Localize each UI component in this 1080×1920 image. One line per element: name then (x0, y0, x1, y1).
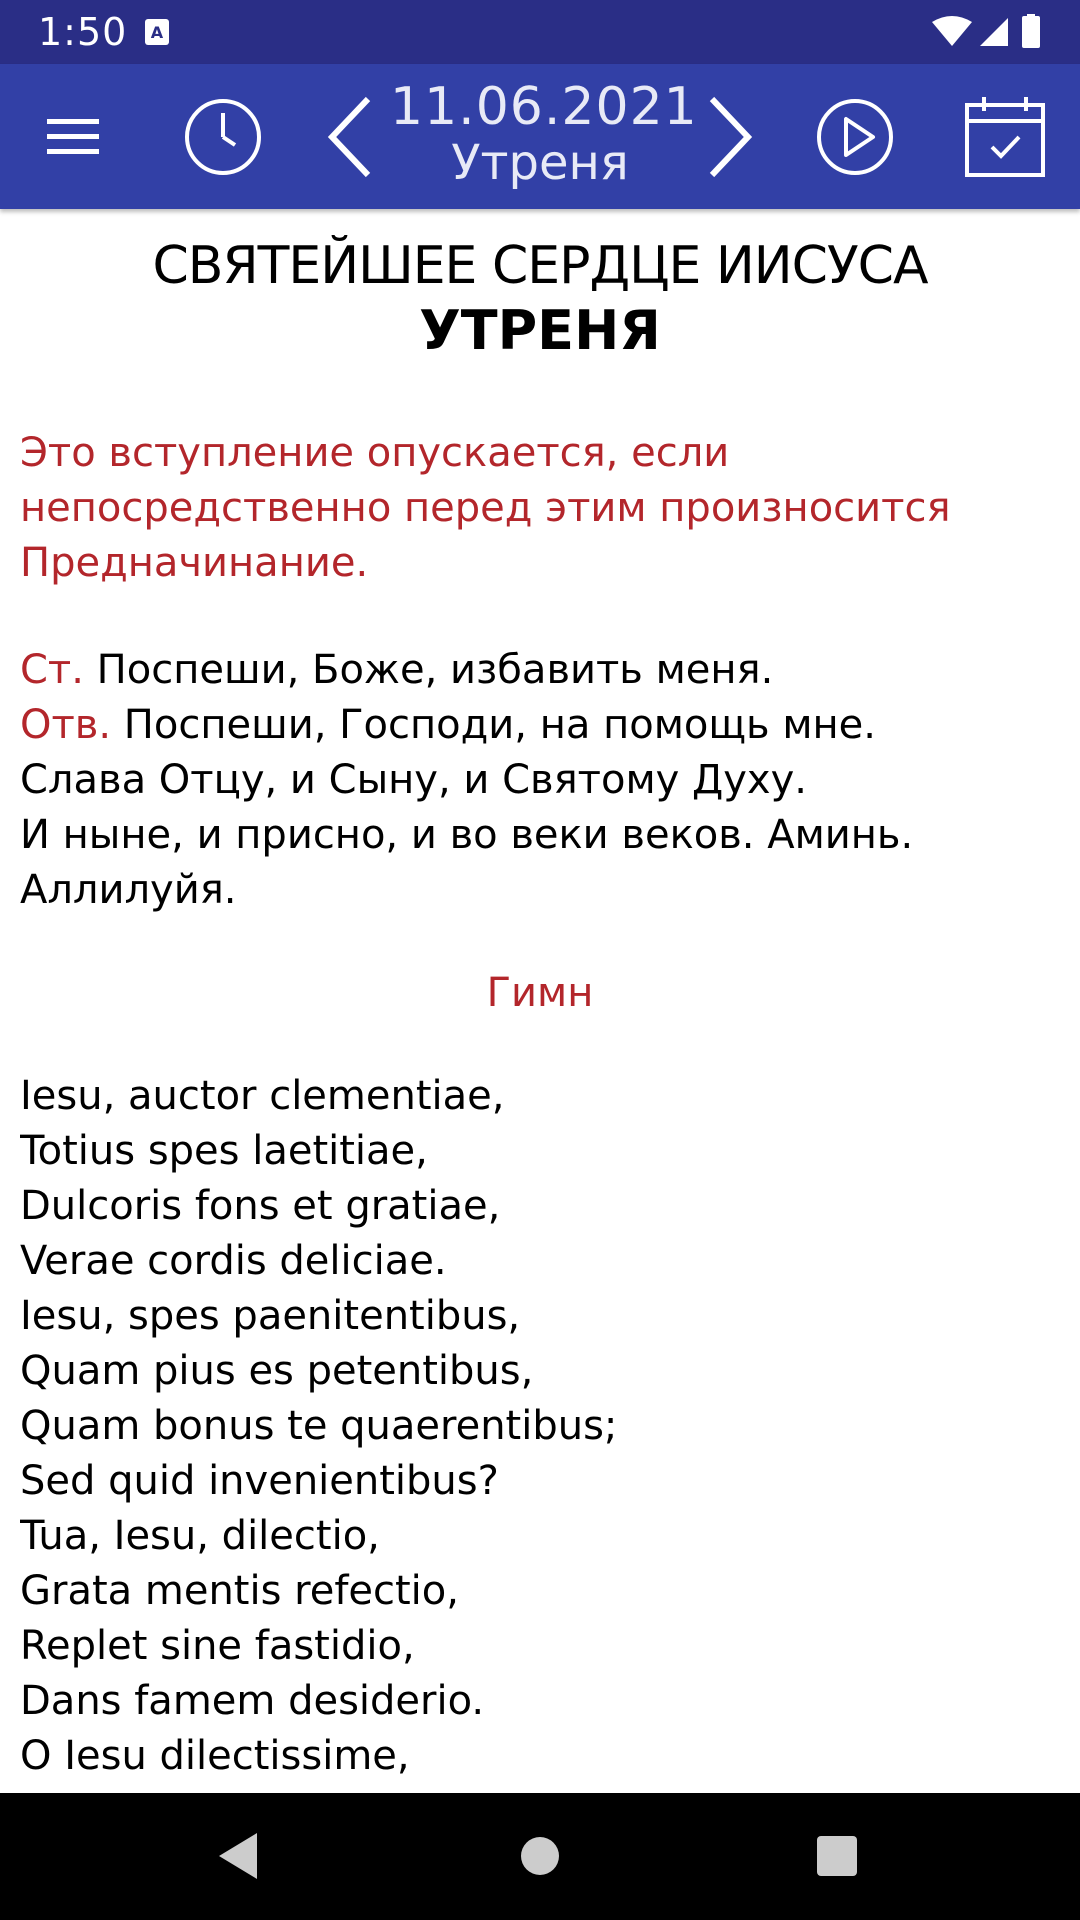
status-bar (0, 0, 1080, 64)
hymn-line: Iesu, auctor clementiae, (20, 1073, 505, 1119)
doxology-line: Слава Отцу, и Сыну, и Святому Духу. (20, 757, 807, 803)
home-icon[interactable] (507, 1823, 573, 1889)
hymn-line: Tua, Iesu, dilectio, (20, 1513, 380, 1559)
hymn-line: Dans famem desiderio. (20, 1678, 485, 1724)
hymn-line: Sed quid invenientibus? (20, 1458, 499, 1504)
doxology-line: И ныне, и присно, и во веки веков. Аминь. (20, 812, 914, 858)
hymn-text (20, 1069, 1060, 1784)
toolbar (0, 64, 1080, 209)
hymn-line: Quam bonus te quaerentibus; (20, 1403, 618, 1449)
status-time: 1:50 (38, 10, 128, 54)
response-text: Поспеши, Господи, на помощь мне. (123, 702, 876, 748)
battery-icon (1022, 16, 1040, 48)
menu-icon (47, 117, 99, 157)
office-title: УТРЕНЯ (419, 299, 661, 362)
date-selector[interactable] (390, 77, 698, 191)
chevron-left-icon (326, 95, 374, 179)
versicle-text: Поспеши, Боже, избавить меня. (96, 647, 774, 693)
play-icon (815, 97, 895, 177)
system-nav-bar (0, 1793, 1080, 1920)
hymn-line: Totius spes laetitiae, (20, 1128, 428, 1174)
notification-a-icon (144, 18, 170, 46)
versicle (20, 643, 1060, 698)
versicle-label: Ст. (20, 647, 84, 693)
current-date: 11.06.2021 (390, 77, 698, 137)
hymn-line: O Iesu dilectissime, (20, 1733, 410, 1779)
office-text[interactable] (20, 212, 1060, 1792)
introductory-verses (20, 643, 1060, 918)
calendar-button[interactable] (960, 64, 1050, 209)
calendar-check-icon (964, 95, 1046, 179)
feast-title: СВЯТЕЙШЕЕ СЕРДЦЕ ИИСУСА (152, 236, 928, 296)
chevron-right-icon (706, 95, 754, 179)
recents-icon[interactable] (804, 1823, 870, 1889)
clock-icon (183, 97, 263, 177)
wifi-icon (932, 16, 972, 46)
next-day-button[interactable] (690, 64, 770, 209)
menu-button[interactable] (30, 64, 116, 209)
current-office: Утреня (451, 135, 629, 191)
alleluia: Аллилуйя. (20, 867, 237, 913)
hours-button[interactable] (180, 64, 266, 209)
back-icon[interactable] (205, 1823, 271, 1889)
hymn-line: Verae cordis deliciae. (20, 1238, 447, 1284)
rubric: Это вступление опускается, если непосредственно перед этим произносится Предначинание. (20, 430, 951, 586)
hymn-line: Replet sine fastidio, (20, 1623, 415, 1669)
play-button[interactable] (812, 64, 898, 209)
previous-day-button[interactable] (310, 64, 390, 209)
hymn-line: Grata mentis refectio, (20, 1568, 459, 1614)
hymn-line: Quam pius es petentibus, (20, 1348, 534, 1394)
svg-text:A: A (150, 23, 164, 42)
response (20, 698, 1060, 753)
hymn-line: Iesu, spes paenitentibus, (20, 1293, 521, 1339)
status-icons (930, 14, 1050, 50)
hymn-heading: Гимн (486, 970, 594, 1016)
hymn-line: Dulcoris fons et gratiae, (20, 1183, 501, 1229)
response-label: Отв. (20, 702, 112, 748)
signal-icon (980, 18, 1008, 46)
